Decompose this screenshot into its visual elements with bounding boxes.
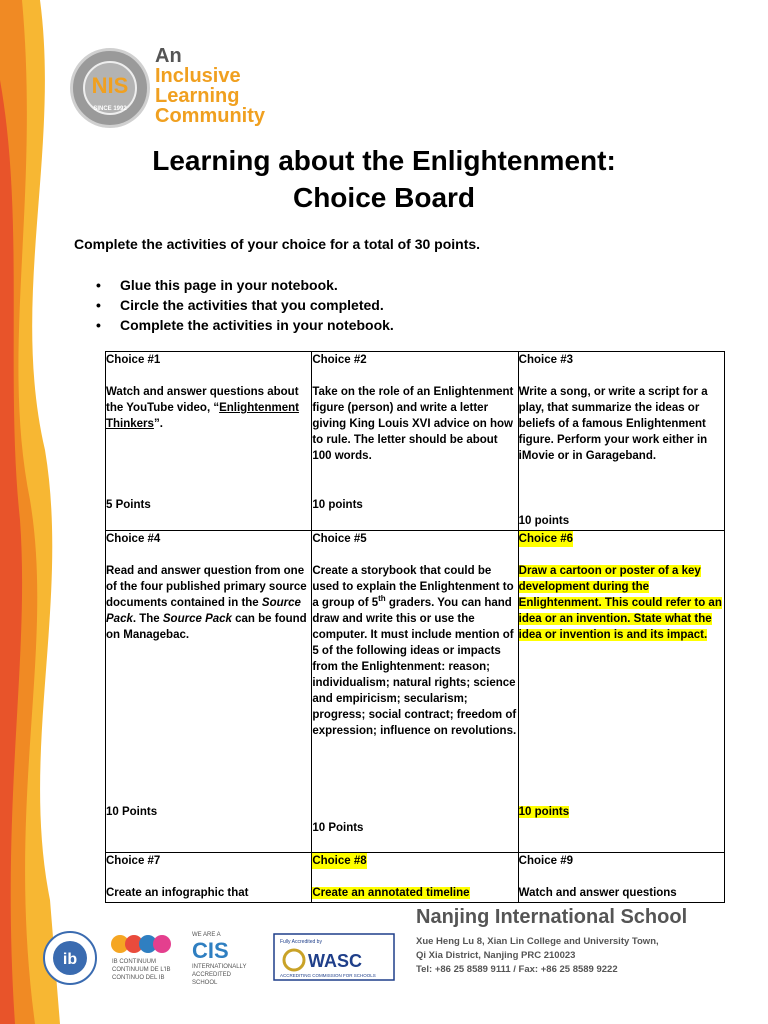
choice-cell-3 [518, 352, 724, 531]
choice-points: 10 points [312, 499, 363, 511]
choice-description: Create an annotated timeline [312, 887, 470, 899]
tagline-line: An [155, 45, 182, 67]
tagline-line: Inclusive [155, 65, 241, 87]
choice-points: 10 Points [106, 806, 158, 818]
list-item: • Complete the activities in your notebook. [96, 315, 394, 335]
list-item: • Circle the activities that you completed. [96, 295, 394, 315]
choice-cell-7 [106, 853, 312, 903]
choice-title: Choice #8 [312, 855, 367, 867]
page-title [60, 142, 708, 216]
choice-description: Draw a cartoon or poster of a key development during the Enlightenment. This could refer to an idea or an invention. State what the idea or invention is and its impact. [518, 565, 722, 641]
table-row [106, 352, 725, 531]
accreditation-badges [40, 928, 400, 988]
choice-title: Choice #7 [106, 855, 161, 867]
choice-points: 10 points [518, 515, 570, 527]
table-row [106, 853, 725, 903]
svg-text:ACCREDITING COMMISSION FOR SCH: ACCREDITING COMMISSION FOR SCHOOLS [280, 973, 376, 978]
list-item: • Glue this page in your notebook. [96, 275, 394, 295]
cis-logo [192, 932, 246, 986]
svg-text:WASC: WASC [308, 951, 362, 971]
choice-points: 5 Points [106, 499, 151, 511]
svg-text:SCHOOL: SCHOOL [192, 980, 218, 986]
ib-logo [44, 932, 96, 984]
choice-title: Choice #4 [106, 533, 161, 545]
choice-cell-8 [312, 853, 518, 903]
choice-title: Choice #1 [106, 354, 161, 366]
table-row [106, 531, 725, 853]
title-line-1: Learning about the Enlightenment: [152, 145, 616, 176]
intro-text: Complete the activities of your choice for a total of 30 points. [74, 236, 481, 252]
tagline [155, 46, 265, 126]
choice-cell-5 [312, 531, 518, 853]
choice-cell-4 [106, 531, 312, 853]
choice-cell-1 [106, 352, 312, 531]
choice-title: Choice #9 [518, 855, 573, 867]
choice-description: Watch and answer questions [518, 887, 677, 899]
svg-text:INTERNATIONALLY: INTERNATIONALLY [192, 964, 247, 970]
choice-points: 10 Points [312, 822, 364, 834]
tagline-line: Community [155, 105, 265, 127]
choice-title: Choice #3 [518, 354, 573, 366]
svg-text:WE ARE A: WE ARE A [192, 932, 221, 938]
school-logo [70, 48, 150, 128]
choice-description: Create an infographic that [106, 887, 249, 899]
svg-text:CIS: CIS [192, 938, 229, 963]
choice-description: Write a song, or write a script for a play, that summarize the ideas or beliefs of a famous Enlightenment figure. Perform your work either in iMovie or in Garageband. [518, 386, 708, 462]
ib-continuum-logo [111, 935, 171, 981]
svg-text:ACCREDITED: ACCREDITED [192, 972, 232, 978]
school-address: Xue Heng Lu 8, Xian Lin College and University Town, Qi Xia District, Nanjing PRC 210023 Tel: +86 25 8589 9111 / Fax: +86 25 8589 9222 [416, 936, 659, 975]
svg-text:CONTINUO DEL IB: CONTINUO DEL IB [112, 975, 165, 981]
choice-description: Create a storybook that could be used to explain the Enlightenment to a group of 5th graders. You can hand draw and write this or use the computer. It must include mention of 5 of the following ideas or impacts from the Enlightenment: reason; individualism; natural rights; science and empiricism; secularism; progress; social contract; freedom of expression; influence on revolutions. [312, 565, 517, 737]
choice-title: Choice #6 [518, 533, 573, 545]
ib-logo-text: ib [62, 951, 78, 968]
choice-title: Choice #2 [312, 354, 367, 366]
title-line-2: Choice Board [292, 182, 476, 213]
choice-board-table [105, 351, 725, 903]
tagline-line: Learning [155, 85, 240, 107]
logo-since: SINCE 1992 [93, 106, 127, 112]
choice-cell-9 [518, 853, 724, 903]
choice-description: Read and answer question from one of the four published primary source documents contained in the Source Pack. The Source Pack can be found on Managebac. [106, 565, 307, 641]
choice-cell-6 [518, 531, 724, 853]
school-name: Nanjing International School [416, 906, 688, 928]
choice-points: 10 points [518, 806, 570, 818]
svg-text:Fully Accredited by: Fully Accredited by [280, 939, 322, 945]
choice-title: Choice #5 [312, 533, 367, 545]
logo-mark: NIS [91, 73, 129, 98]
wasc-logo [274, 934, 394, 980]
svg-text:IB CONTINUUM: IB CONTINUUM [112, 959, 156, 965]
choice-description: Take on the role of an Enlightenment figure (person) and write a letter giving King Louis XVI advice on how to rule. The letter should be about 100 words. [312, 386, 514, 462]
instruction-list [96, 275, 394, 335]
video-link[interactable]: Enlightenment Thinkers [106, 402, 299, 430]
choice-cell-2 [312, 352, 518, 531]
choice-description: Watch and answer questions about the YouTube video, “Enlightenment Thinkers”. [106, 386, 299, 430]
svg-text:CONTINUUM DE L'IB: CONTINUUM DE L'IB [112, 967, 171, 973]
